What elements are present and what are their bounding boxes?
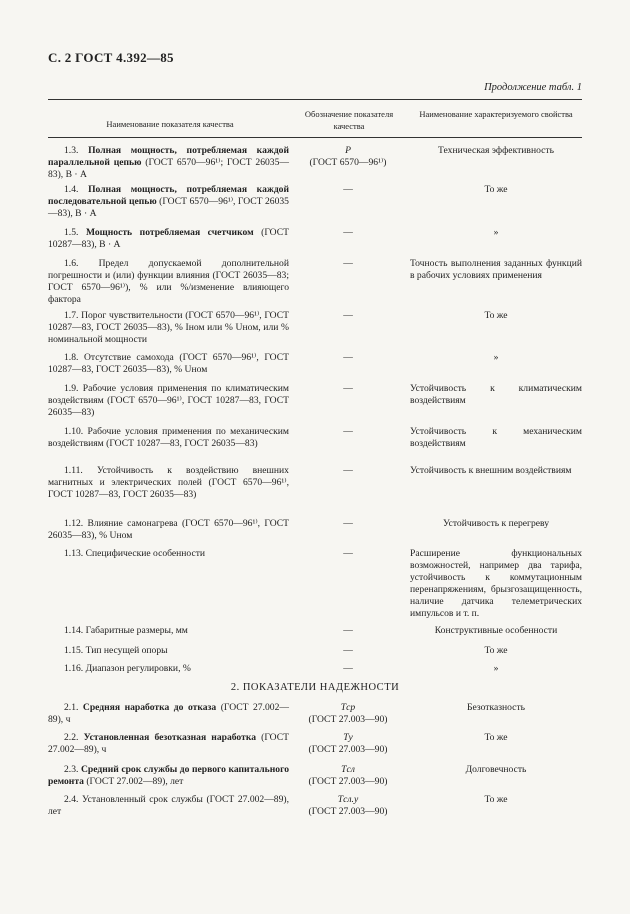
indicator-text: (ГОСТ 6570—96¹⁾, ГОСТ 26035—83), В · А (48, 196, 289, 219)
quality-indicator-name (48, 702, 289, 726)
quality-indicator-name (48, 518, 289, 542)
indicator-text: (ГОСТ 27.002—89), ч (48, 732, 289, 755)
column-header-name: Наименование показателя качества (106, 119, 234, 129)
item-number: 1.8. (64, 352, 79, 363)
indicator-text: Отсутствие самохода (ГОСТ 6570—96¹⁾, ГОСТ 10287—83, ГОСТ 26035—83), % Uном (48, 352, 289, 375)
indicator-designation (296, 518, 400, 530)
characterized-property: Безотказность (466, 702, 526, 713)
indicator-text: Устойчивость к воздействию внешних магнитных и электрических полей (ГОСТ 6570—96¹⁾, ГОСТ 10287—83, ГОСТ 26035—83) (48, 465, 289, 500)
characterized-property: То же (484, 310, 508, 321)
indicator-title: Полная мощность, потребляемая каждой последовательной цепью (48, 184, 289, 207)
characterized-property: » (493, 352, 499, 363)
characterized-property: То же (484, 732, 508, 743)
indicator-designation (296, 764, 400, 788)
indicator-designation (296, 645, 400, 657)
designation-symbol: Tу (343, 732, 353, 743)
designation-symbol: — (343, 227, 353, 238)
quality-indicator-name (48, 732, 289, 756)
quality-indicator-name (48, 764, 289, 788)
quality-indicator-name (48, 310, 289, 346)
indicator-text: Рабочие условия применения по климатическим воздействиям (ГОСТ 6570—96¹⁾, ГОСТ 10287—83, ГОСТ 26035—83) (48, 383, 289, 418)
item-number: 1.11. (64, 465, 83, 476)
item-number: 1.7. (64, 310, 79, 321)
indicator-designation (296, 794, 400, 818)
indicator-designation (296, 702, 400, 726)
table-top-rule (48, 99, 582, 100)
item-number: 2.2. (64, 732, 79, 743)
indicator-designation (296, 310, 400, 322)
indicator-designation (296, 732, 400, 756)
indicator-text: Установленный срок службы (ГОСТ 27.002—89), лет (48, 794, 289, 817)
characterized-property: Устойчивость к климатическим воздействиям (410, 383, 582, 406)
quality-indicator-name (48, 352, 289, 376)
characterized-property: Точность выполнения заданных функций в рабочих условиях применения (410, 258, 582, 281)
quality-indicator-name (48, 465, 289, 501)
characterized-property: Устойчивость к внешним воздействиям (410, 465, 572, 476)
characterized-property: » (493, 663, 499, 674)
indicator-text: Предел допускаемой дополнительной погрешности и (или) функции влияния (ГОСТ 26035—83; ГОСТ 6570—96¹⁾), % или %/изменение влияющего фактора (48, 258, 289, 305)
item-number: 1.16. (64, 663, 84, 674)
designation-symbol: — (343, 645, 353, 656)
designation-standard: (ГОСТ 27.003—90) (308, 714, 388, 725)
characterized-property: То же (484, 794, 508, 805)
indicator-text: Габаритные размеры, мм (85, 625, 188, 636)
indicator-designation (296, 258, 400, 270)
designation-standard: (ГОСТ 27.003—90) (308, 776, 388, 787)
indicator-text: Специфические особенности (85, 548, 206, 559)
characterized-property: Устойчивость к механическим воздействиям (410, 426, 582, 449)
quality-indicator-name (48, 227, 289, 251)
quality-indicator-name (48, 184, 289, 220)
table-header-rule (48, 137, 582, 138)
item-number: 1.12. (64, 518, 84, 529)
indicator-text: Диапазон регулировки, % (85, 663, 191, 674)
characterized-property: То же (484, 184, 508, 195)
item-number: 1.14. (64, 625, 84, 636)
item-number: 2.1. (64, 702, 79, 713)
indicator-title: Средний срок службы до первого капитального ремонта (48, 764, 289, 787)
item-number: 1.6. (64, 258, 79, 269)
quality-indicator-name (48, 548, 289, 560)
item-number: 2.4. (64, 794, 79, 805)
designation-symbol: P (345, 145, 351, 156)
quality-indicator-name (48, 794, 289, 818)
item-number: 1.10. (64, 426, 84, 437)
indicator-designation (296, 426, 400, 438)
designation-standard: (ГОСТ 27.003—90) (308, 806, 388, 817)
quality-indicator-name (48, 645, 289, 657)
indicator-text: Влияние самонагрева (ГОСТ 6570—96¹⁾, ГОСТ 26035—83), % Uном (48, 518, 290, 541)
indicator-text: (ГОСТ 6570—96¹⁾; ГОСТ 26035—83), В · А (48, 157, 289, 180)
designation-symbol: — (343, 548, 353, 559)
characterized-property: Долговечность (465, 764, 527, 775)
characterized-property: Расширение функциональных возможностей, например два тарифа, устойчивость к коммутационным перенапряжениям, брызгозащищенность, наличие датчика телеметрических импульсов и т. п. (410, 548, 582, 619)
column-header-designation: Обозначение показателя качества (304, 109, 394, 131)
designation-symbol: — (343, 352, 353, 363)
designation-standard: (ГОСТ 6570—96¹⁾) (309, 157, 387, 168)
designation-symbol: — (343, 518, 353, 529)
item-number: 1.3. (64, 145, 79, 156)
quality-indicator-name (48, 426, 289, 450)
quality-indicator-name (48, 625, 289, 637)
indicator-text: (ГОСТ 10287—83), В · А (48, 227, 289, 250)
indicator-designation (296, 465, 400, 477)
item-number: 2.3. (64, 764, 79, 775)
indicator-text: Тип несущей опоры (85, 645, 168, 656)
indicator-title: Мощность потребляемая счетчиком (85, 227, 254, 238)
designation-symbol: — (343, 465, 353, 476)
quality-indicator-name (48, 258, 289, 306)
indicator-title: Установленная безотказная наработка (83, 732, 256, 743)
designation-symbol: — (343, 426, 353, 437)
characterized-property: » (493, 227, 499, 238)
characterized-property: То же (484, 645, 508, 656)
designation-symbol: Tсл (341, 764, 355, 775)
item-number: 1.9. (64, 383, 79, 394)
section-heading: 2. ПОКАЗАТЕЛИ НАДЕЖНОСТИ (230, 682, 400, 693)
item-number: 1.15. (64, 645, 84, 656)
indicator-designation (296, 184, 400, 196)
designation-standard: (ГОСТ 27.003—90) (308, 744, 388, 755)
table-continuation-label: Продолжение табл. 1 (484, 82, 582, 93)
column-header-property: Наименование характеризуемого свойства (419, 109, 573, 119)
designation-symbol: — (343, 663, 353, 674)
quality-indicator-name (48, 145, 289, 181)
indicator-text: Порог чувствительности (ГОСТ 6570—96¹⁾, ГОСТ 10287—83, ГОСТ 26035—83), % Iном или % Uном, или % номинальной мощности (48, 310, 289, 345)
item-number: 1.5. (64, 227, 79, 238)
item-number: 1.4. (64, 184, 79, 195)
designation-symbol: — (343, 383, 353, 394)
indicator-text: (ГОСТ 27.002—89), лет (83, 776, 184, 787)
designation-symbol: Tср (340, 702, 356, 713)
indicator-designation (296, 548, 400, 560)
indicator-title: Полная мощность, потребляемая каждой параллельной цепью (48, 145, 289, 168)
designation-symbol: — (343, 258, 353, 269)
page-title: С. 2 ГОСТ 4.392—85 (48, 50, 174, 65)
indicator-designation (296, 383, 400, 395)
indicator-text: (ГОСТ 27.002—89), ч (48, 702, 289, 725)
indicator-designation (296, 145, 400, 169)
characterized-property: Устойчивость к перегреву (442, 518, 550, 529)
indicator-designation (296, 352, 400, 364)
quality-indicator-name (48, 383, 289, 419)
designation-symbol: — (343, 625, 353, 636)
indicator-designation (296, 227, 400, 239)
designation-symbol: Tсл.у (337, 794, 359, 805)
indicator-text: Рабочие условия применения по механическим воздействиям (ГОСТ 10287—83, ГОСТ 26035—83) (48, 426, 289, 449)
designation-symbol: — (343, 184, 353, 195)
designation-symbol: — (343, 310, 353, 321)
indicator-designation (296, 625, 400, 637)
characterized-property: Конструктивные особенности (434, 625, 558, 636)
characterized-property: Техническая эффективность (438, 145, 554, 156)
indicator-designation (296, 663, 400, 675)
item-number: 1.13. (64, 548, 84, 559)
quality-indicator-name (48, 663, 289, 675)
indicator-title: Средняя наработка до отказа (82, 702, 217, 713)
